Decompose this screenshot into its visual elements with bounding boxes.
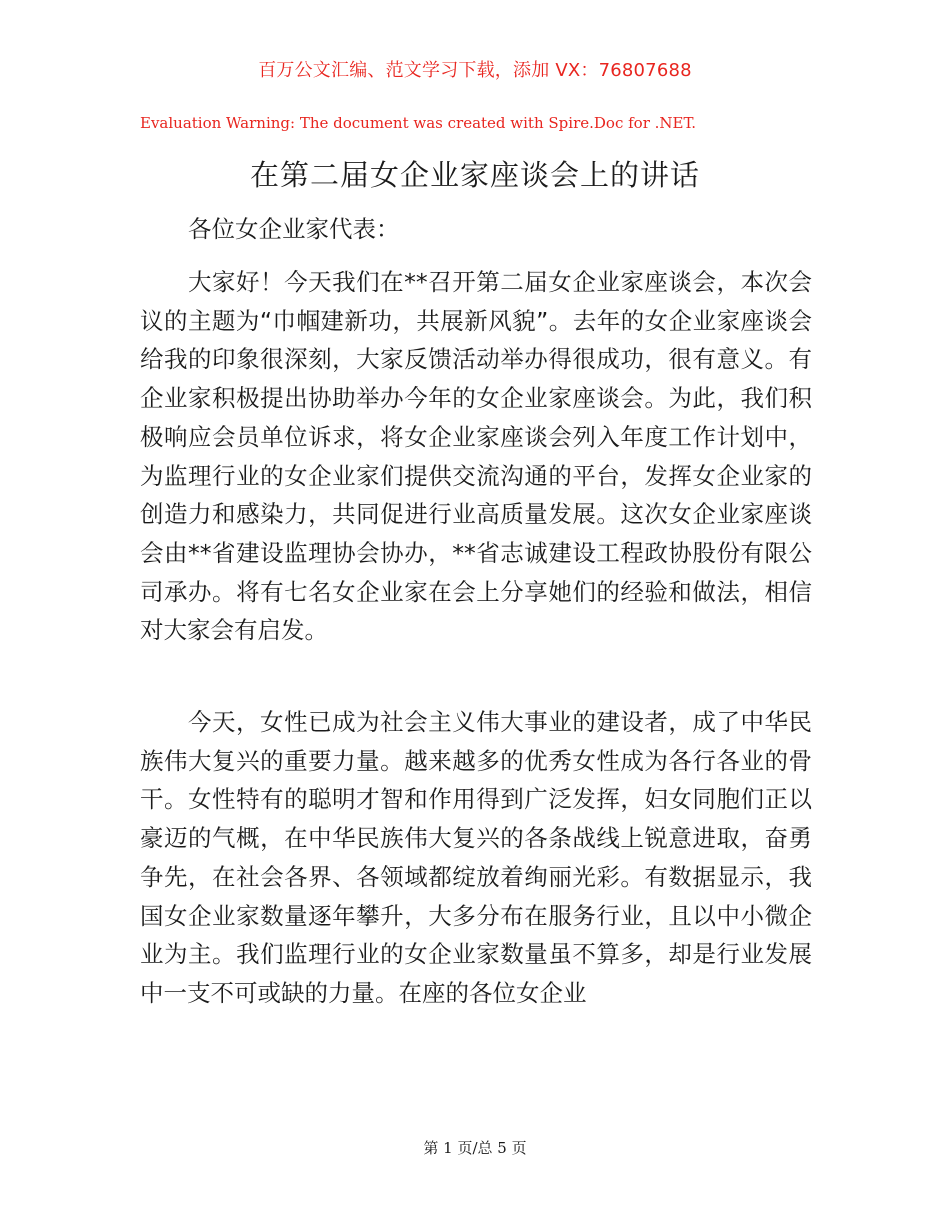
document-title: 在第二届女企业家座谈会上的讲话 xyxy=(249,158,700,192)
evaluation-warning: Evaluation Warning: The document was created with Spire.Doc for .NET. xyxy=(140,114,697,132)
paragraph-1: 大家好！今天我们在**召开第二届女企业家座谈会，本次会议的主题为“巾帼建新功，共展新风貌”。去年的女企业家座谈会给我的印象很深刻，大家反馈活动举办得很成功，很有意义。有企业家积极提出协助举办今年的女企业家座谈会。为此，我们积极响应会员单位诉求，将女企业家座谈会列入年度工作计划中，为监理行业的女企业家们提供交流沟通的平台，发挥女企业家的创造力和感染力，共同促进行业高质量发展。这次女企业家座谈会由**省建设监理协会协办，**省志诚建设工程政协股份有限公司承办。将有七名女企业家在会上分享她们的经验和做法，相信对大家会有启发。 xyxy=(140,268,812,645)
paragraph-2: 今天，女性已成为社会主义伟大事业的建设者，成了中华民族伟大复兴的重要力量。越来越多的优秀女性成为各行各业的骨干。女性特有的聪明才智和作用得到广泛发挥，妇女同胞们正以豪迈的气概，在中华民族伟大复兴的各条战线上锐意进取，奋勇争先，在社会各界、各领域都绽放着绚丽光彩。有数据显示，我国女企业家数量逐年攀升，大多分布在服务行业，且以中小微企业为主。我们监理行业的女企业家数量虽不算多，却是行业发展中一支不可或缺的力量。在座的各位女企业 xyxy=(140,708,812,1007)
promo-banner: 百万公文汇编、范文学习下载，添加 VX：76807688 xyxy=(258,60,692,81)
salutation: 各位女企业家代表： xyxy=(188,215,400,243)
page-footer: 第 1 页/总 5 页 xyxy=(423,1139,527,1157)
